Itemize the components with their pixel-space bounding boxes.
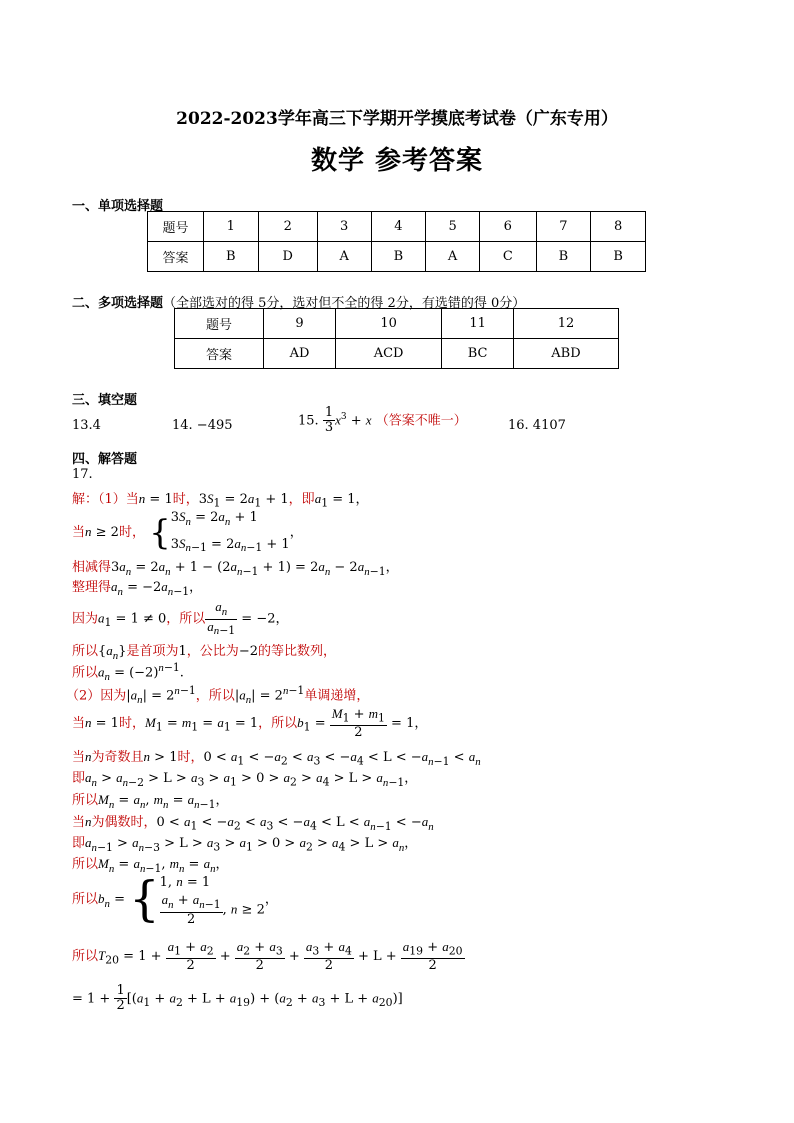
answer-14: 14. −495	[172, 418, 233, 433]
table-cell: 7	[536, 212, 591, 242]
fraction: $\frac{a_n + a_{n-1}}{2}$	[161, 892, 221, 927]
solution-line-17: 所以$T_{20} = 1$ + $\frac{a_1 + a_2}{2}$ + $\frac{a_2 + a_3}{2}$ + $\frac{a_3 + a_4}{2}$ + L + $\frac{a_{19} + a_{20}}{2}$	[72, 939, 463, 973]
solution-line-16: 所以$b_n = \{1$, n = 1 $\frac{a_n + a_{n-1}}{2}$ , n ≥ 2，	[72, 871, 278, 928]
solution-line-2: 当n ≥ 2时， {$3S_n = 2a_n + 1$ $3S_{n-1} = 2a_{n-1} + 1$，	[72, 509, 303, 555]
solution-line-1: 解：（1）当n = 1时，$3S_1 = 2a_1 + 1$，即$a_1 = 1$，	[72, 491, 369, 510]
section1-heading: 一、单项选择题	[72, 199, 164, 214]
solution-line-5: 因为$a_1 = 1 \ne 0$，所以 $\frac{a_n}{a_{n-1}}$ = −2，	[72, 599, 289, 638]
solution-line-6: 所以$\{a_n\}$是首项为1，公比为−2的等比数列，	[72, 643, 336, 662]
solution-line-12: 所以$M_n = a_n$, $m_n = a_{n-1}$，	[72, 792, 229, 811]
table-row	[175, 309, 619, 339]
fraction: $\frac{1}{3}$	[324, 405, 334, 436]
table-cell: B	[591, 242, 646, 272]
fraction: $\frac{a_{19} + a_{20}}{2}$	[402, 939, 463, 973]
row-label: 题号	[175, 309, 264, 339]
document-title: 2022-2023学年高三下学期开学摸底考试卷（广东专用）	[176, 109, 618, 129]
table-cell: 9	[264, 309, 336, 339]
solution-line-9: 当n = 1时，$M_1 = m_1 = a_1 = 1$，所以$b_1$ = $\frac{M_1 + m_1}{2}$ = 1，	[72, 706, 428, 740]
solution-line-13: 当n为偶数时，$0 < a_1 < -a_2 < a_3 < -a_4 < L < a_{n-1} < -a_n$	[72, 814, 434, 833]
table-cell: 6	[479, 212, 536, 242]
section4-heading: 四、解答题	[72, 452, 138, 467]
brace-icon: {	[149, 512, 171, 553]
fraction: $\frac{a_2 + a_3}{2}$	[236, 939, 283, 973]
answer-16: 16. 4107	[508, 418, 566, 433]
document-subtitle: 数学 参考答案	[310, 146, 484, 176]
multi-choice-table	[174, 308, 619, 369]
table-cell: 2	[258, 212, 317, 242]
fraction: $\frac{1}{2}$	[116, 983, 125, 1014]
table-cell: ACD	[335, 339, 441, 369]
row-label: 题号	[148, 212, 204, 242]
solution-line-15: 所以$M_n = a_{n-1}$, $m_n = a_n$，	[72, 856, 229, 875]
table-cell: ABD	[513, 339, 618, 369]
fraction: $\frac{M_1 + m_1}{2}$	[331, 706, 385, 740]
answer-13: 13.4	[72, 418, 101, 433]
solution-line-7: 所以$a_n = (-2)^{n-1}$.	[72, 661, 184, 683]
table-cell: A	[317, 242, 371, 272]
table-row	[148, 242, 646, 272]
table-cell: 8	[591, 212, 646, 242]
fraction: $\frac{a_1 + a_2}{2}$	[167, 939, 214, 973]
answer-15: 15. $\frac{1}{3}$ $x^3 + x$ （答案不唯一）	[298, 405, 467, 436]
fraction: $\frac{a_3 + a_4}{2}$	[305, 939, 352, 973]
table-cell: C	[479, 242, 536, 272]
table-cell: B	[536, 242, 591, 272]
table-cell: AD	[264, 339, 336, 369]
table-cell: B	[371, 242, 426, 272]
solution-line-11: 即$a_n > a_{n-2} > L > a_3 > a_1 > 0 > a_2 > a_4 > L > a_{n-1}$，	[72, 770, 418, 789]
solution-line-14: 即$a_{n-1} > a_{n-3} > L > a_3 > a_1 > 0 > a_2 > a_4 > L > a_n$，	[72, 835, 418, 854]
answer-15-label: 15.	[298, 413, 319, 429]
section2-heading: 二、多项选择题	[72, 296, 164, 311]
table-cell: 10	[335, 309, 441, 339]
table-cell: B	[204, 242, 259, 272]
table-cell: 1	[204, 212, 259, 242]
answer-15-note: （答案不唯一）	[375, 413, 467, 429]
table-cell: 12	[513, 309, 618, 339]
section3-heading: 三、填空题	[72, 393, 138, 408]
table-cell: 11	[442, 309, 514, 339]
single-choice-table	[147, 211, 646, 272]
table-row	[148, 212, 646, 242]
solution-line-10: 当n为奇数且n > 1时，$0 < a_1 < -a_2 < a_3 < -a_4 < L < -a_{n-1} < a_n$	[72, 749, 481, 768]
row-label: 答案	[175, 339, 264, 369]
solution-line-3: 相减得$3a_n = 2a_n + 1 - (2a_{n-1} + 1) = 2a_n - 2a_{n-1}$，	[72, 559, 399, 578]
table-cell: 5	[426, 212, 480, 242]
section2-note: （全部选对的得 5分，选对但不全的得 2分，有选错的得 0分）	[163, 296, 526, 311]
table-cell: 4	[371, 212, 426, 242]
question-17-label: 17.	[72, 467, 93, 482]
row-label: 答案	[148, 242, 204, 272]
table-cell: BC	[442, 339, 514, 369]
fraction: $\frac{a_n}{a_{n-1}}$	[207, 599, 236, 638]
table-cell: 3	[317, 212, 371, 242]
brace-icon: {	[129, 871, 160, 928]
table-cell: D	[258, 242, 317, 272]
table-cell: A	[426, 242, 480, 272]
solution-line-4: 整理得$a_n = -2a_{n-1}$，	[72, 579, 203, 598]
solution-line-18: = 1 + $\frac{1}{2}$ $[(a_1 + a_2 + L + a_{19}) + (a_2 + a_3 + L + a_{20})]$	[72, 983, 403, 1014]
table-row	[175, 339, 619, 369]
solution-line-8: （2）因为$|a_n| = 2^{n-1}$，所以$|a_n| = 2^{n-1}$单调递增，	[66, 684, 370, 706]
